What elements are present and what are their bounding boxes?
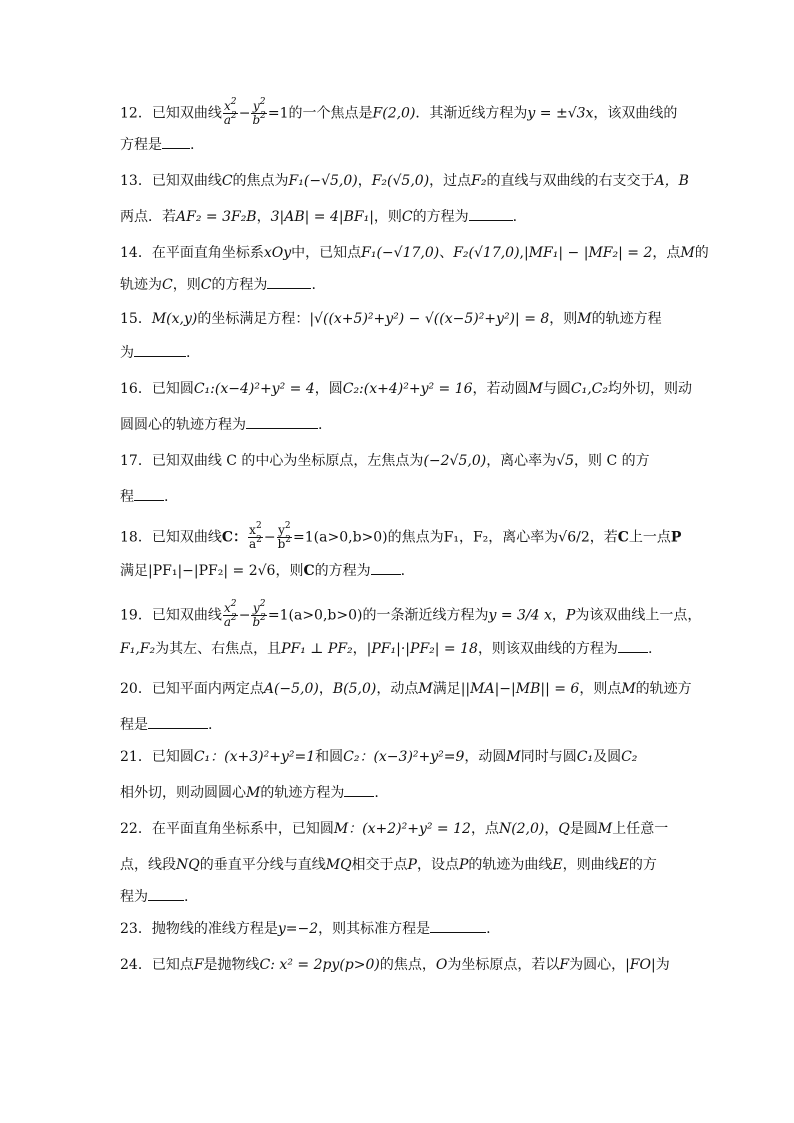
problem-14-line-2: 轨迹为C，则C的方程为 . xyxy=(120,277,316,293)
problem-14-line-1: 14．在平面直角坐标系xOy中，已知点F₁(−√17,0)、F₂(√17,0),|MF₁| − |MF₂| = 2，点M的 xyxy=(120,245,709,261)
problem-13-line-2: 两点．若AF₂ = 3F₂B，3|AB| = 4|BF₁|，则C的方程为 . xyxy=(120,209,518,225)
problem-16-line-2: 圆圆心的轨迹方程为 . xyxy=(120,417,323,433)
problem-12-line-2: 方程是 . xyxy=(120,137,195,153)
answer-blank[interactable] xyxy=(246,416,318,429)
answer-blank[interactable] xyxy=(267,276,311,289)
problem-17-line-1: 17．已知双曲线 C 的中心为坐标原点，左焦点为(−2√5,0)，离心率为√5，则 C 的方 xyxy=(120,453,650,469)
answer-blank[interactable] xyxy=(148,888,184,901)
problem-16-line-1: 16．已知圆C₁:(x−4)²+y² = 4，圆C₂:(x+4)²+y² = 16，若动圆M与圆C₁,C₂均外切，则动 xyxy=(120,381,692,397)
answer-blank[interactable] xyxy=(430,920,486,933)
problem-21-line-1: 21．已知圆C₁：(x+3)²+y²=1和圆C₂：(x−3)²+y²=9，动圆M同时与圆C₁及圆C₂ xyxy=(120,749,638,765)
problem-21-line-2: 相外切，则动圆圆心M的轨迹方程为 . xyxy=(120,785,379,801)
problem-19-line-2: F₁,F₂为其左、右焦点，且PF₁ ⊥ PF₂，|PF₁|·|PF₂| = 18，则该双曲线的方程为 . xyxy=(120,641,653,657)
answer-blank[interactable] xyxy=(371,562,401,575)
problem-19-line-1: 19．已知双曲线 $\frac{x^2}{a^2}$ − $\frac{y^2}{b^2}$ =1(a>0,b>0)的一条渐近线方程为y = 3/4 x，P为该双曲线上一点， xyxy=(120,599,702,629)
p12-text: 12．已知双曲线 xyxy=(120,105,222,122)
answer-blank[interactable] xyxy=(134,344,186,357)
p12-frac-x: $\frac{x^2}{a^2}$ xyxy=(223,97,237,127)
problem-15-line-2: 为 . xyxy=(120,345,191,361)
answer-blank[interactable] xyxy=(134,488,164,501)
problem-22-line-2: 点，线段NQ的垂直平分线与直线MQ相交于点P，设点P的轨迹为曲线E，则曲线E的方 xyxy=(120,857,657,873)
answer-blank[interactable] xyxy=(618,640,648,653)
problem-list xyxy=(120,97,709,974)
answer-blank[interactable] xyxy=(344,784,374,797)
problem-23-line-1: 23．抛物线的准线方程是y=−2，则其标准方程是 . xyxy=(120,921,491,937)
answer-blank[interactable] xyxy=(162,136,190,149)
problem-15-line-1: 15．M(x,y)的坐标满足方程：|√((x+5)²+y²) − √((x−5)²+y²)| = 8，则M的轨迹方程 xyxy=(120,311,662,327)
answer-blank[interactable] xyxy=(469,208,513,221)
problem-22-line-3: 程为 . xyxy=(120,889,189,905)
answer-blank[interactable] xyxy=(148,716,208,729)
problem-13-line-1: 13．已知双曲线C的焦点为F₁(−√5,0)，F₂(√5,0)，过点F₂的直线与双曲线的右支交于A，B xyxy=(120,173,689,189)
problem-18-line-1: 18．已知双曲线C： $\frac{x^2}{a^2}$ − $\frac{y^2}{b^2}$ =1(a>0,b>0)的焦点为F₁，F₂，离心率为√6/2，若C上一点P xyxy=(120,521,682,551)
problem-22-line-1: 22．在平面直角坐标系中，已知圆M：(x+2)²+y² = 12，点N(2,0)，Q是圆M上任意一 xyxy=(120,821,669,837)
problem-24-line-1: 24．已知点F是抛物线C: x² = 2py(p>0)的焦点，O为坐标原点，若以F为圆心，|FO|为 xyxy=(120,957,670,973)
problem-17-line-2: 程 . xyxy=(120,489,169,505)
p12-frac-y: $\frac{y^2}{b^2}$ xyxy=(252,97,266,127)
problem-20-line-2: 程是 . xyxy=(120,717,213,733)
problem-18-line-2: 满足|PF₁|−|PF₂| = 2√6，则C的方程为 . xyxy=(120,563,406,579)
problem-12-line-1: 12．已知双曲线 $\frac{x^2}{a^2}$ − $\frac{y^2}{b^2}$ =1的一个焦点是F(2,0)．其渐近线方程为y = ±√3x，该双曲线的 xyxy=(120,97,678,127)
problem-20-line-1: 20．已知平面内两定点A(−5,0)，B(5,0)，动点M满足||MA|−|MB|| = 6，则点M的轨迹方 xyxy=(120,681,692,697)
